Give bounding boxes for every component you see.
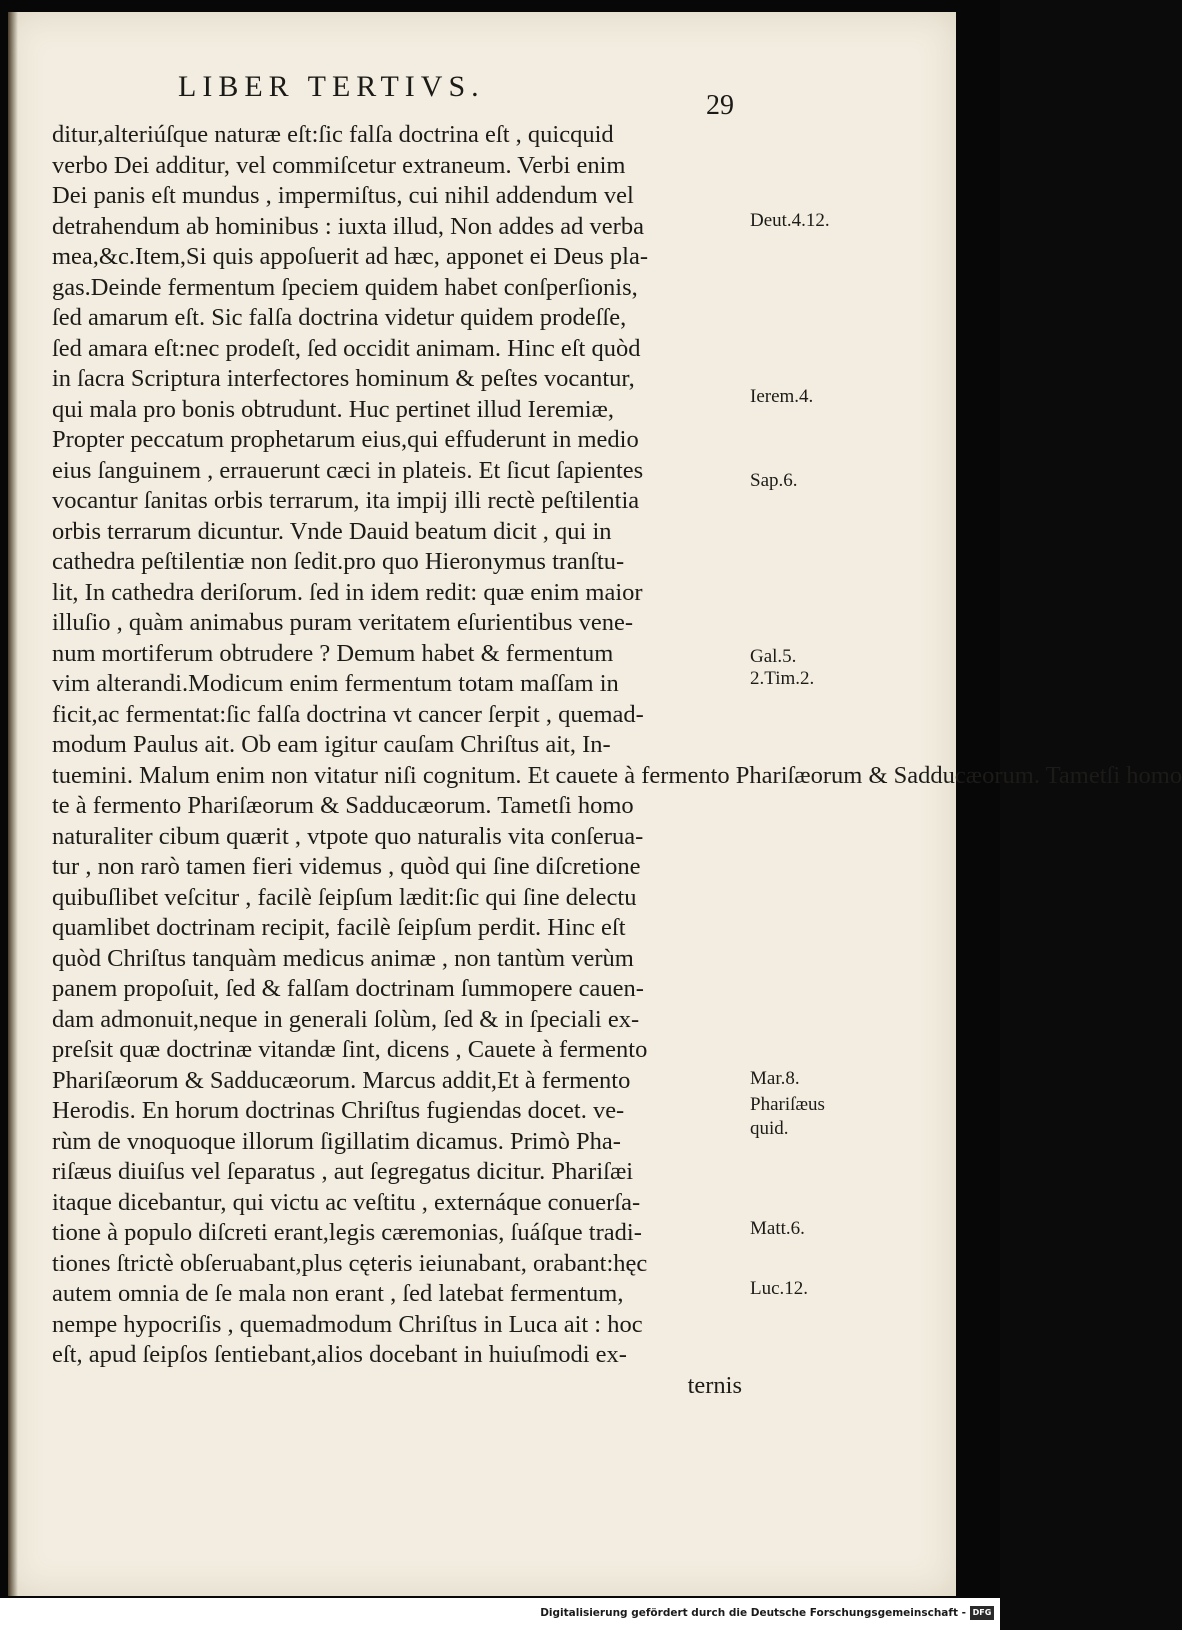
margin-note: Ierem.4.: [750, 386, 814, 407]
margin-note: Mar.8.: [750, 1068, 800, 1089]
text-line: dam admonuit,neque in generali ſolùm, ſed & in ſpeciali ex-: [52, 1005, 640, 1033]
text-line: tuemini. Malum enim non vitatur niſi cognitum. Et cauete à fermento Phariſæorum & Sadducæorum. Tametſi homo: [52, 761, 1182, 789]
text-line: Propter peccatum prophetarum eius,qui effuderunt in medio: [52, 426, 639, 453]
text-line: ditur,alteriúſque naturæ eſt:ſic falſa doctrina eſt , quicquid: [52, 121, 614, 148]
margin-note: Matt.6.: [750, 1218, 805, 1239]
text-line: preſsit quæ doctrinæ vitandæ ſint, dicens , Cauete à fermento: [52, 1036, 648, 1063]
text-line: vim alterandi.Modicum enim fermentum totam maſſam in: [52, 670, 619, 697]
footer-bar: [0, 1598, 1000, 1630]
text-line: te à fermento Phariſæorum & Sadducæorum. Tametſi homo: [52, 792, 634, 819]
text-line: quibuſlibet veſcitur , facilè ſeipſum lædit:ſic qui ſine delectu: [52, 883, 637, 911]
text-line: ſed amarum eſt. Sic falſa doctrina videtur quidem prodeſſe,: [52, 304, 627, 331]
text-line: nempe hypocriſis , quemadmodum Chriſtus in Luca ait : hoc: [52, 1310, 643, 1338]
text-line: illuſio , quàm animabus puram veritatem eſurientibus vene-: [52, 609, 634, 636]
text-line: modum Paulus ait. Ob eam igitur cauſam Chriſtus ait, In-: [52, 731, 611, 758]
text-line: num mortiferum obtrudere ? Demum habet & fermentum: [52, 639, 614, 667]
margin-note: Sap.6.: [750, 470, 798, 491]
text-line: qui mala pro bonis obtrudunt. Huc pertinet illud Ieremiæ,: [52, 395, 615, 423]
margin-notes: [750, 12, 950, 1596]
text-line: orbis terrarum dicuntur. Vnde Dauid beatum dicit , qui in: [52, 517, 612, 545]
margin-note: Luc.12.: [750, 1278, 809, 1299]
margin-note: 2.Tim.2.: [750, 668, 815, 689]
text-line: vocantur ſanitas orbis terrarum, ita impij illi rectè peſtilentia: [52, 487, 640, 514]
text-line: mea,&c.Item,Si quis appoſuerit ad hæc, apponet ei Deus pla-: [52, 243, 649, 270]
text-line: autem omnia de ſe mala non erant , ſed latebat fermentum,: [52, 1280, 624, 1307]
text-line: tur , non rarò tamen fieri videmus , quòd qui ſine diſcretione: [52, 853, 641, 880]
margin-note: Gal.5.: [750, 646, 797, 667]
page-number: 29: [706, 90, 734, 121]
text-line: itaque dicebantur, qui victu ac veſtitu , externáque conuerſa-: [52, 1188, 641, 1216]
funding-credit: Digitalisierung gefördert durch die Deutsche Forschungsgemeinschaft -: [540, 1607, 966, 1619]
text-line: cathedra peſtilentiæ non ſedit.pro quo Hieronymus tranſtu-: [52, 548, 625, 575]
text-line: panem propoſuit, ſed & falſam doctrinam ſummopere cauen-: [52, 975, 644, 1002]
book-page: [8, 12, 1182, 1596]
text-line: ficit,ac fermentat:ſic falſa doctrina vt cancer ſerpit , quemad-: [52, 700, 644, 728]
margin-note: Phariſæus: [750, 1094, 825, 1115]
margin-note: Deut.4.12.: [750, 210, 830, 231]
text-line: quòd Chriſtus tanquàm medicus animæ , non tantùm verùm: [52, 944, 634, 972]
text-line: lit, In cathedra deriſorum. ſed in idem redit: quæ enim maior: [52, 578, 643, 606]
text-line: naturaliter cibum quærit , vtpote quo naturalis vita conſerua-: [52, 822, 644, 850]
text-line: quamlibet doctrinam recipit, facilè ſeipſum perdit. Hinc eſt: [52, 914, 626, 941]
text-line: Phariſæorum & Sadducæorum. Marcus addit,Et à fermento: [52, 1066, 631, 1094]
text-line: Dei panis eſt mundus , impermiſtus, cui nihil addendum vel: [52, 182, 634, 209]
text-line: riſæus diuiſus vel ſeparatus , aut ſegregatus dicitur. Phariſæi: [52, 1158, 634, 1185]
catchword: ternis: [687, 1371, 742, 1399]
text-line: eſt, apud ſeipſos ſentiebant,alios docebant in huiuſmodi ex-: [52, 1341, 627, 1368]
margin-note: quid.: [750, 1118, 789, 1139]
text-line: verbo Dei additur, vel commiſcetur extraneum. Verbi enim: [52, 151, 626, 179]
text-line: rùm de vnoquoque illorum ſigillatim dicamus. Primò Pha-: [52, 1127, 621, 1155]
text-line: tione à populo diſcreti erant,legis cæremonias, ſuáſque tradi-: [52, 1219, 642, 1246]
page-gutter-shadow: [8, 12, 18, 1596]
text-line: Herodis. En horum doctrinas Chriſtus fugiendas docet. ve-: [52, 1097, 625, 1124]
running-head: LIBER TERTIVS.: [178, 70, 485, 103]
text-line: tiones ſtrictè obſeruabant,plus cęteris ieiunabant, orabant:hęc: [52, 1249, 648, 1277]
text-line: eius ſanguinem , errauerunt cæci in plateis. Et ſicut ſapientes: [52, 456, 644, 484]
text-line: detrahendum ab hominibus : iuxta illud, Non addes ad verba: [52, 212, 644, 240]
text-line: in ſacra Scriptura interfectores hominum & peſtes vocantur,: [52, 365, 635, 392]
text-line: ſed amara eſt:nec prodeſt, ſed occidit animam. Hinc eſt quòd: [52, 334, 641, 362]
text-line: gas.Deinde fermentum ſpeciem quidem habet conſperſionis,: [52, 273, 638, 301]
dfg-logo: DFG: [970, 1606, 994, 1620]
